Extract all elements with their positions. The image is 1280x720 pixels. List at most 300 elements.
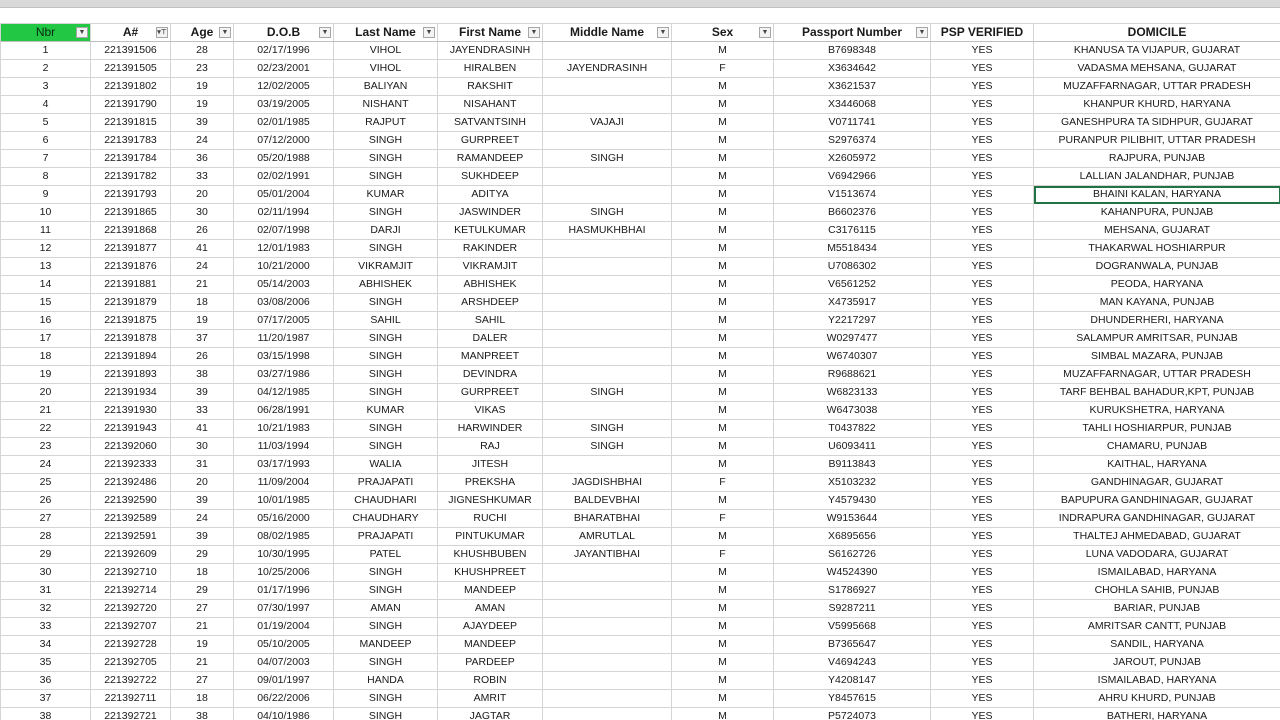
cell-last-name[interactable]: SINGH <box>334 708 438 720</box>
cell-d-o-b[interactable]: 07/12/2000 <box>234 132 334 150</box>
cell-d-o-b[interactable]: 03/19/2005 <box>234 96 334 114</box>
cell-d-o-b[interactable]: 06/22/2006 <box>234 690 334 708</box>
cell-domicile[interactable]: KAHANPURA, PUNJAB <box>1034 204 1280 222</box>
cell-nbr[interactable]: 21 <box>1 402 91 420</box>
cell-psp-verified[interactable]: YES <box>931 186 1034 204</box>
cell-d-o-b[interactable]: 03/08/2006 <box>234 294 334 312</box>
cell-middle-name[interactable]: BALDEVBHAI <box>543 492 672 510</box>
cell-sex[interactable]: M <box>672 366 774 384</box>
cell-psp-verified[interactable]: YES <box>931 636 1034 654</box>
cell-last-name[interactable]: WALIA <box>334 456 438 474</box>
cell-psp-verified[interactable]: YES <box>931 330 1034 348</box>
cell-domicile[interactable]: CHAMARU, PUNJAB <box>1034 438 1280 456</box>
cell-sex[interactable]: M <box>672 222 774 240</box>
cell-last-name[interactable]: CHAUDHARI <box>334 492 438 510</box>
cell-a[interactable]: 221392714 <box>91 582 171 600</box>
cell-passport-number[interactable]: Y2217297 <box>774 312 931 330</box>
chevron-down-icon[interactable]: ▼ <box>759 27 771 38</box>
cell-sex[interactable]: M <box>672 312 774 330</box>
cell-nbr[interactable]: 31 <box>1 582 91 600</box>
cell-age[interactable]: 27 <box>171 672 234 690</box>
cell-psp-verified[interactable]: YES <box>931 582 1034 600</box>
cell-a[interactable]: 221392590 <box>91 492 171 510</box>
cell-a[interactable]: 221391876 <box>91 258 171 276</box>
cell-nbr[interactable]: 15 <box>1 294 91 312</box>
cell-psp-verified[interactable]: YES <box>931 546 1034 564</box>
cell-passport-number[interactable]: X3634642 <box>774 60 931 78</box>
cell-middle-name[interactable] <box>543 402 672 420</box>
cell-middle-name[interactable]: JAYENDRASINH <box>543 60 672 78</box>
cell-passport-number[interactable]: V1513674 <box>774 186 931 204</box>
cell-d-o-b[interactable]: 05/14/2003 <box>234 276 334 294</box>
cell-d-o-b[interactable]: 05/01/2004 <box>234 186 334 204</box>
cell-last-name[interactable]: SINGH <box>334 330 438 348</box>
cell-domicile[interactable]: GANESHPURA TA SIDHPUR, GUJARAT <box>1034 114 1280 132</box>
cell-psp-verified[interactable]: YES <box>931 420 1034 438</box>
cell-d-o-b[interactable]: 10/21/2000 <box>234 258 334 276</box>
cell-a[interactable]: 221392333 <box>91 456 171 474</box>
cell-middle-name[interactable]: SINGH <box>543 438 672 456</box>
cell-first-name[interactable]: GURPREET <box>438 132 543 150</box>
cell-age[interactable]: 38 <box>171 366 234 384</box>
cell-sex[interactable]: M <box>672 204 774 222</box>
cell-d-o-b[interactable]: 02/07/1998 <box>234 222 334 240</box>
cell-age[interactable]: 19 <box>171 636 234 654</box>
cell-nbr[interactable]: 10 <box>1 204 91 222</box>
cell-middle-name[interactable] <box>543 168 672 186</box>
cell-age[interactable]: 26 <box>171 348 234 366</box>
cell-sex[interactable]: M <box>672 492 774 510</box>
cell-d-o-b[interactable]: 10/25/2006 <box>234 564 334 582</box>
cell-first-name[interactable]: RAKSHIT <box>438 78 543 96</box>
cell-psp-verified[interactable]: YES <box>931 600 1034 618</box>
cell-a[interactable]: 221391782 <box>91 168 171 186</box>
cell-first-name[interactable]: JIGNESHKUMAR <box>438 492 543 510</box>
cell-age[interactable]: 31 <box>171 456 234 474</box>
cell-middle-name[interactable] <box>543 132 672 150</box>
cell-sex[interactable]: M <box>672 132 774 150</box>
cell-domicile[interactable]: MUZAFFARNAGAR, UTTAR PRADESH <box>1034 366 1280 384</box>
cell-middle-name[interactable]: AMRUTLAL <box>543 528 672 546</box>
cell-sex[interactable]: M <box>672 618 774 636</box>
cell-nbr[interactable]: 26 <box>1 492 91 510</box>
cell-passport-number[interactable]: S2976374 <box>774 132 931 150</box>
cell-passport-number[interactable]: Y4208147 <box>774 672 931 690</box>
cell-passport-number[interactable]: V5995668 <box>774 618 931 636</box>
cell-nbr[interactable]: 9 <box>1 186 91 204</box>
cell-last-name[interactable]: SINGH <box>334 420 438 438</box>
cell-psp-verified[interactable]: YES <box>931 294 1034 312</box>
cell-first-name[interactable]: GURPREET <box>438 384 543 402</box>
cell-first-name[interactable]: DALER <box>438 330 543 348</box>
cell-a[interactable]: 221391505 <box>91 60 171 78</box>
cell-domicile[interactable]: LALLIAN JALANDHAR, PUNJAB <box>1034 168 1280 186</box>
cell-last-name[interactable]: SINGH <box>334 294 438 312</box>
cell-first-name[interactable]: VIKAS <box>438 402 543 420</box>
cell-first-name[interactable]: SATVANTSINH <box>438 114 543 132</box>
cell-middle-name[interactable] <box>543 618 672 636</box>
cell-last-name[interactable]: SINGH <box>334 348 438 366</box>
cell-domicile[interactable]: AMRITSAR CANTT, PUNJAB <box>1034 618 1280 636</box>
cell-last-name[interactable]: SINGH <box>334 384 438 402</box>
cell-domicile[interactable]: BARIAR, PUNJAB <box>1034 600 1280 618</box>
cell-a[interactable]: 221392591 <box>91 528 171 546</box>
cell-middle-name[interactable] <box>543 78 672 96</box>
cell-domicile[interactable]: MEHSANA, GUJARAT <box>1034 222 1280 240</box>
cell-domicile[interactable]: TAHLI HOSHIARPUR, PUNJAB <box>1034 420 1280 438</box>
cell-last-name[interactable]: KUMAR <box>334 186 438 204</box>
cell-a[interactable]: 221391875 <box>91 312 171 330</box>
cell-nbr[interactable]: 20 <box>1 384 91 402</box>
cell-psp-verified[interactable]: YES <box>931 204 1034 222</box>
cell-domicile[interactable]: SALAMPUR AMRITSAR, PUNJAB <box>1034 330 1280 348</box>
cell-psp-verified[interactable]: YES <box>931 438 1034 456</box>
column-header-d-o-b[interactable] <box>234 24 334 42</box>
cell-d-o-b[interactable]: 11/20/1987 <box>234 330 334 348</box>
cell-psp-verified[interactable]: YES <box>931 78 1034 96</box>
cell-middle-name[interactable]: JAYANTIBHAI <box>543 546 672 564</box>
cell-passport-number[interactable]: X3446068 <box>774 96 931 114</box>
cell-nbr[interactable]: 23 <box>1 438 91 456</box>
cell-age[interactable]: 28 <box>171 42 234 60</box>
cell-domicile[interactable]: KHANPUR KHURD, HARYANA <box>1034 96 1280 114</box>
cell-age[interactable]: 41 <box>171 240 234 258</box>
cell-a[interactable]: 221392609 <box>91 546 171 564</box>
cell-a[interactable]: 221391783 <box>91 132 171 150</box>
cell-d-o-b[interactable]: 07/17/2005 <box>234 312 334 330</box>
cell-last-name[interactable]: PATEL <box>334 546 438 564</box>
cell-first-name[interactable]: RUCHI <box>438 510 543 528</box>
cell-nbr[interactable]: 4 <box>1 96 91 114</box>
cell-passport-number[interactable]: U6093411 <box>774 438 931 456</box>
cell-nbr[interactable]: 17 <box>1 330 91 348</box>
cell-first-name[interactable]: ARSHDEEP <box>438 294 543 312</box>
cell-d-o-b[interactable]: 03/27/1986 <box>234 366 334 384</box>
cell-passport-number[interactable]: W6823133 <box>774 384 931 402</box>
cell-d-o-b[interactable]: 06/28/1991 <box>234 402 334 420</box>
cell-sex[interactable]: M <box>672 456 774 474</box>
cell-passport-number[interactable]: C3176115 <box>774 222 931 240</box>
cell-last-name[interactable]: SINGH <box>334 690 438 708</box>
cell-last-name[interactable]: BALIYAN <box>334 78 438 96</box>
cell-age[interactable]: 30 <box>171 438 234 456</box>
cell-psp-verified[interactable]: YES <box>931 690 1034 708</box>
cell-last-name[interactable]: SINGH <box>334 438 438 456</box>
cell-age[interactable]: 27 <box>171 600 234 618</box>
cell-age[interactable]: 19 <box>171 96 234 114</box>
cell-sex[interactable]: M <box>672 276 774 294</box>
cell-age[interactable]: 39 <box>171 114 234 132</box>
cell-nbr[interactable]: 6 <box>1 132 91 150</box>
cell-first-name[interactable]: RAMANDEEP <box>438 150 543 168</box>
cell-middle-name[interactable] <box>543 348 672 366</box>
cell-domicile[interactable]: MAN KAYANA, PUNJAB <box>1034 294 1280 312</box>
cell-age[interactable]: 20 <box>171 186 234 204</box>
cell-a[interactable]: 221391802 <box>91 78 171 96</box>
cell-first-name[interactable]: MANDEEP <box>438 636 543 654</box>
cell-a[interactable]: 221391815 <box>91 114 171 132</box>
column-header-first-name[interactable] <box>438 24 543 42</box>
cell-passport-number[interactable]: S6162726 <box>774 546 931 564</box>
cell-sex[interactable]: F <box>672 510 774 528</box>
cell-a[interactable]: 221391790 <box>91 96 171 114</box>
cell-last-name[interactable]: ABHISHEK <box>334 276 438 294</box>
cell-first-name[interactable]: PREKSHA <box>438 474 543 492</box>
cell-nbr[interactable]: 14 <box>1 276 91 294</box>
cell-sex[interactable]: M <box>672 78 774 96</box>
cell-age[interactable]: 38 <box>171 708 234 720</box>
cell-sex[interactable]: M <box>672 330 774 348</box>
cell-first-name[interactable]: DEVINDRA <box>438 366 543 384</box>
cell-domicile[interactable]: ISMAILABAD, HARYANA <box>1034 672 1280 690</box>
cell-domicile[interactable]: BHAINI KALAN, HARYANA <box>1034 186 1280 204</box>
cell-d-o-b[interactable]: 07/30/1997 <box>234 600 334 618</box>
cell-last-name[interactable]: SINGH <box>334 240 438 258</box>
cell-first-name[interactable]: PARDEEP <box>438 654 543 672</box>
cell-last-name[interactable]: CHAUDHARY <box>334 510 438 528</box>
cell-d-o-b[interactable]: 04/12/1985 <box>234 384 334 402</box>
cell-first-name[interactable]: PINTUKUMAR <box>438 528 543 546</box>
cell-middle-name[interactable]: VAJAJI <box>543 114 672 132</box>
cell-psp-verified[interactable]: YES <box>931 96 1034 114</box>
cell-age[interactable]: 36 <box>171 150 234 168</box>
cell-age[interactable]: 39 <box>171 384 234 402</box>
chevron-down-icon[interactable]: ▼ <box>76 27 88 38</box>
cell-d-o-b[interactable]: 04/10/1986 <box>234 708 334 720</box>
cell-first-name[interactable]: KHUSHPREET <box>438 564 543 582</box>
cell-middle-name[interactable] <box>543 690 672 708</box>
cell-sex[interactable]: M <box>672 672 774 690</box>
cell-d-o-b[interactable]: 05/10/2005 <box>234 636 334 654</box>
cell-nbr[interactable]: 29 <box>1 546 91 564</box>
cell-sex[interactable]: M <box>672 654 774 672</box>
cell-middle-name[interactable] <box>543 276 672 294</box>
cell-sex[interactable]: M <box>672 564 774 582</box>
cell-middle-name[interactable]: SINGH <box>543 420 672 438</box>
cell-age[interactable]: 30 <box>171 204 234 222</box>
cell-last-name[interactable]: VIKRAMJIT <box>334 258 438 276</box>
cell-a[interactable]: 221391894 <box>91 348 171 366</box>
cell-nbr[interactable]: 24 <box>1 456 91 474</box>
cell-nbr[interactable]: 19 <box>1 366 91 384</box>
cell-age[interactable]: 39 <box>171 528 234 546</box>
cell-psp-verified[interactable]: YES <box>931 654 1034 672</box>
cell-passport-number[interactable]: X5103232 <box>774 474 931 492</box>
cell-psp-verified[interactable]: YES <box>931 474 1034 492</box>
cell-nbr[interactable]: 8 <box>1 168 91 186</box>
cell-d-o-b[interactable]: 02/23/2001 <box>234 60 334 78</box>
cell-a[interactable]: 221392705 <box>91 654 171 672</box>
cell-middle-name[interactable] <box>543 600 672 618</box>
cell-psp-verified[interactable]: YES <box>931 366 1034 384</box>
cell-first-name[interactable]: KHUSHBUBEN <box>438 546 543 564</box>
cell-first-name[interactable]: RAKINDER <box>438 240 543 258</box>
cell-domicile[interactable]: GANDHINAGAR, GUJARAT <box>1034 474 1280 492</box>
cell-middle-name[interactable] <box>543 636 672 654</box>
cell-middle-name[interactable] <box>543 186 672 204</box>
cell-passport-number[interactable]: B7365647 <box>774 636 931 654</box>
cell-last-name[interactable]: NISHANT <box>334 96 438 114</box>
cell-domicile[interactable]: VADASMA MEHSANA, GUJARAT <box>1034 60 1280 78</box>
cell-sex[interactable]: M <box>672 528 774 546</box>
cell-middle-name[interactable]: HASMUKHBHAI <box>543 222 672 240</box>
cell-d-o-b[interactable]: 08/02/1985 <box>234 528 334 546</box>
cell-a[interactable]: 221391784 <box>91 150 171 168</box>
cell-passport-number[interactable]: Y8457615 <box>774 690 931 708</box>
column-header-psp-verified[interactable] <box>931 24 1034 42</box>
cell-passport-number[interactable]: V4694243 <box>774 654 931 672</box>
cell-a[interactable]: 221392060 <box>91 438 171 456</box>
cell-psp-verified[interactable]: YES <box>931 510 1034 528</box>
cell-passport-number[interactable]: B9113843 <box>774 456 931 474</box>
cell-domicile[interactable]: MUZAFFARNAGAR, UTTAR PRADESH <box>1034 78 1280 96</box>
cell-domicile[interactable]: PEODA, HARYANA <box>1034 276 1280 294</box>
cell-passport-number[interactable]: S1786927 <box>774 582 931 600</box>
cell-age[interactable]: 39 <box>171 492 234 510</box>
chevron-down-icon[interactable]: ▼ <box>657 27 669 38</box>
cell-last-name[interactable]: SINGH <box>334 168 438 186</box>
cell-psp-verified[interactable]: YES <box>931 60 1034 78</box>
cell-nbr[interactable]: 3 <box>1 78 91 96</box>
cell-age[interactable]: 19 <box>171 78 234 96</box>
cell-sex[interactable]: M <box>672 402 774 420</box>
cell-psp-verified[interactable]: YES <box>931 672 1034 690</box>
cell-passport-number[interactable]: X2605972 <box>774 150 931 168</box>
cell-first-name[interactable]: ROBIN <box>438 672 543 690</box>
cell-sex[interactable]: M <box>672 420 774 438</box>
cell-middle-name[interactable] <box>543 294 672 312</box>
cell-a[interactable]: 221392486 <box>91 474 171 492</box>
cell-age[interactable]: 33 <box>171 168 234 186</box>
cell-age[interactable]: 21 <box>171 276 234 294</box>
cell-psp-verified[interactable]: YES <box>931 114 1034 132</box>
cell-sex[interactable]: M <box>672 294 774 312</box>
cell-d-o-b[interactable]: 12/02/2005 <box>234 78 334 96</box>
cell-domicile[interactable]: THALTEJ AHMEDABAD, GUJARAT <box>1034 528 1280 546</box>
cell-sex[interactable]: M <box>672 582 774 600</box>
column-header-middle-name[interactable] <box>543 24 672 42</box>
cell-passport-number[interactable]: V6942966 <box>774 168 931 186</box>
cell-first-name[interactable]: SAHIL <box>438 312 543 330</box>
cell-a[interactable]: 221392589 <box>91 510 171 528</box>
cell-first-name[interactable]: KETULKUMAR <box>438 222 543 240</box>
cell-d-o-b[interactable]: 10/30/1995 <box>234 546 334 564</box>
cell-last-name[interactable]: HANDA <box>334 672 438 690</box>
cell-domicile[interactable]: AHRU KHURD, PUNJAB <box>1034 690 1280 708</box>
cell-a[interactable]: 221391893 <box>91 366 171 384</box>
cell-nbr[interactable]: 33 <box>1 618 91 636</box>
cell-d-o-b[interactable]: 02/11/1994 <box>234 204 334 222</box>
cell-middle-name[interactable] <box>543 708 672 720</box>
column-header-nbr[interactable] <box>1 24 91 42</box>
cell-last-name[interactable]: VIHOL <box>334 60 438 78</box>
cell-middle-name[interactable]: SINGH <box>543 384 672 402</box>
cell-d-o-b[interactable]: 02/17/1996 <box>234 42 334 60</box>
cell-sex[interactable]: M <box>672 258 774 276</box>
cell-nbr[interactable]: 35 <box>1 654 91 672</box>
cell-passport-number[interactable]: R9688621 <box>774 366 931 384</box>
cell-nbr[interactable]: 32 <box>1 600 91 618</box>
cell-psp-verified[interactable]: YES <box>931 402 1034 420</box>
cell-passport-number[interactable]: W9153644 <box>774 510 931 528</box>
cell-first-name[interactable]: JAGTAR <box>438 708 543 720</box>
cell-age[interactable]: 29 <box>171 546 234 564</box>
cell-last-name[interactable]: DARJI <box>334 222 438 240</box>
cell-nbr[interactable]: 11 <box>1 222 91 240</box>
cell-passport-number[interactable]: U7086302 <box>774 258 931 276</box>
cell-nbr[interactable]: 22 <box>1 420 91 438</box>
cell-first-name[interactable]: AJAYDEEP <box>438 618 543 636</box>
cell-middle-name[interactable] <box>543 582 672 600</box>
cell-psp-verified[interactable]: YES <box>931 42 1034 60</box>
cell-first-name[interactable]: HIRALBEN <box>438 60 543 78</box>
cell-domicile[interactable]: BATHERI, HARYANA <box>1034 708 1280 720</box>
cell-d-o-b[interactable]: 03/15/1998 <box>234 348 334 366</box>
cell-sex[interactable]: M <box>672 42 774 60</box>
chevron-down-icon[interactable]: ▼ <box>528 27 540 38</box>
cell-middle-name[interactable] <box>543 672 672 690</box>
cell-middle-name[interactable] <box>543 564 672 582</box>
cell-last-name[interactable]: AMAN <box>334 600 438 618</box>
cell-sex[interactable]: M <box>672 186 774 204</box>
cell-d-o-b[interactable]: 11/03/1994 <box>234 438 334 456</box>
cell-nbr[interactable]: 25 <box>1 474 91 492</box>
cell-domicile[interactable]: KHANUSA TA VIJAPUR, GUJARAT <box>1034 42 1280 60</box>
cell-age[interactable]: 29 <box>171 582 234 600</box>
cell-nbr[interactable]: 2 <box>1 60 91 78</box>
cell-age[interactable]: 23 <box>171 60 234 78</box>
cell-last-name[interactable]: SAHIL <box>334 312 438 330</box>
column-header-sex[interactable] <box>672 24 774 42</box>
cell-a[interactable]: 221392721 <box>91 708 171 720</box>
cell-a[interactable]: 221392710 <box>91 564 171 582</box>
cell-sex[interactable]: F <box>672 474 774 492</box>
cell-d-o-b[interactable]: 12/01/1983 <box>234 240 334 258</box>
cell-last-name[interactable]: PRAJAPATI <box>334 474 438 492</box>
cell-passport-number[interactable]: P5724073 <box>774 708 931 720</box>
cell-sex[interactable]: F <box>672 546 774 564</box>
cell-domicile[interactable]: THAKARWAL HOSHIARPUR <box>1034 240 1280 258</box>
cell-psp-verified[interactable]: YES <box>931 312 1034 330</box>
cell-a[interactable]: 221391793 <box>91 186 171 204</box>
cell-age[interactable]: 37 <box>171 330 234 348</box>
cell-nbr[interactable]: 7 <box>1 150 91 168</box>
column-header-passport-number[interactable] <box>774 24 931 42</box>
cell-age[interactable]: 33 <box>171 402 234 420</box>
chevron-down-icon[interactable]: ▼ <box>916 27 928 38</box>
cell-sex[interactable]: F <box>672 60 774 78</box>
cell-age[interactable]: 19 <box>171 312 234 330</box>
cell-psp-verified[interactable]: YES <box>931 618 1034 636</box>
cell-nbr[interactable]: 27 <box>1 510 91 528</box>
cell-sex[interactable]: M <box>672 168 774 186</box>
cell-nbr[interactable]: 28 <box>1 528 91 546</box>
cell-a[interactable]: 221392720 <box>91 600 171 618</box>
cell-first-name[interactable]: RAJ <box>438 438 543 456</box>
cell-passport-number[interactable]: W4524390 <box>774 564 931 582</box>
cell-sex[interactable]: M <box>672 438 774 456</box>
cell-middle-name[interactable] <box>543 456 672 474</box>
cell-domicile[interactable]: ISMAILABAD, HARYANA <box>1034 564 1280 582</box>
cell-domicile[interactable]: KAITHAL, HARYANA <box>1034 456 1280 474</box>
cell-psp-verified[interactable]: YES <box>931 348 1034 366</box>
cell-a[interactable]: 221391930 <box>91 402 171 420</box>
cell-passport-number[interactable]: B6602376 <box>774 204 931 222</box>
cell-a[interactable]: 221391879 <box>91 294 171 312</box>
cell-psp-verified[interactable]: YES <box>931 240 1034 258</box>
cell-middle-name[interactable]: SINGH <box>543 150 672 168</box>
cell-age[interactable]: 26 <box>171 222 234 240</box>
